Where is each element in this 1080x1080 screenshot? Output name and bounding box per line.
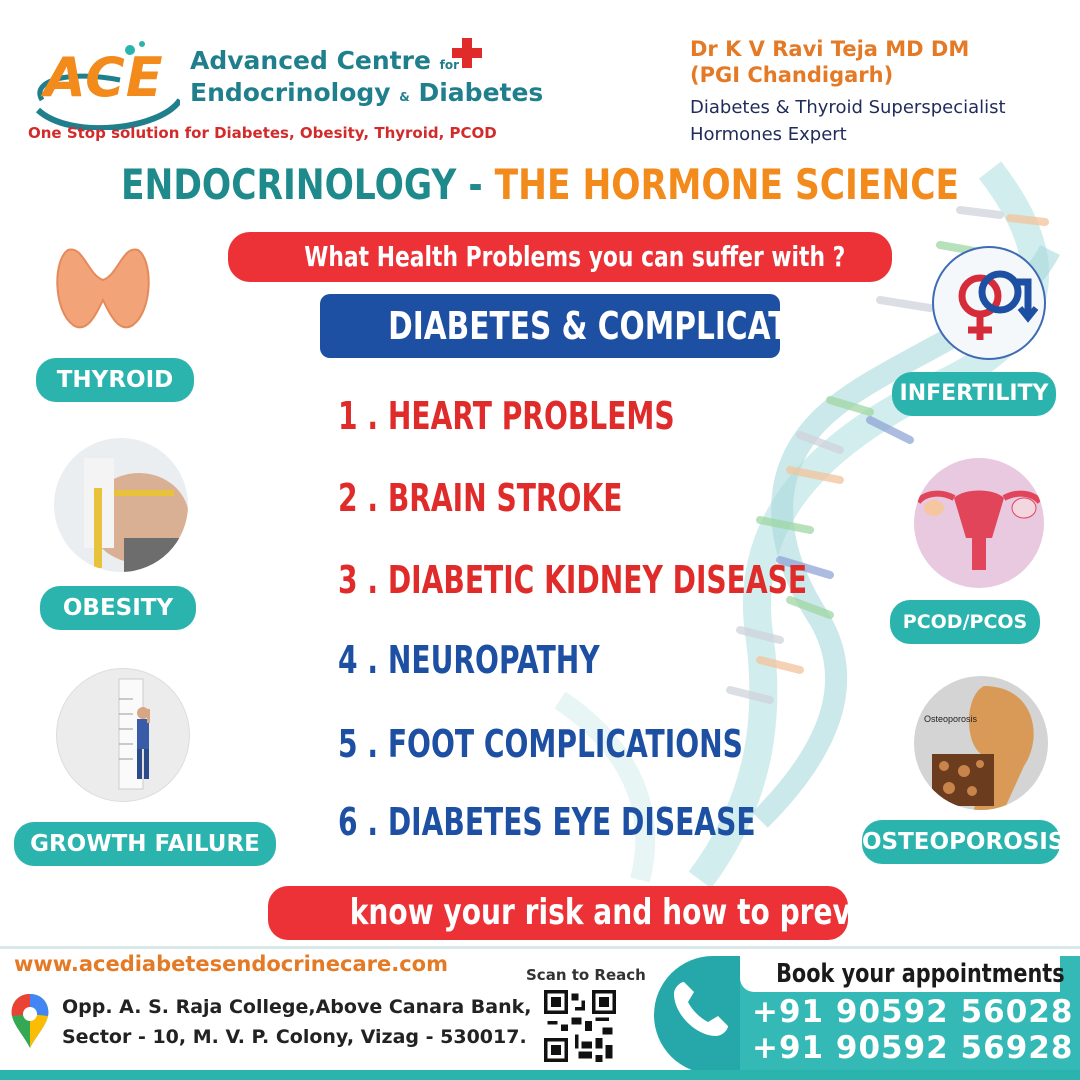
- website-link[interactable]: www.acediabetesendocrinecare.com: [14, 952, 448, 976]
- osteoporosis-caption: Osteoporosis: [924, 714, 978, 724]
- book-appointment-heading: Book your appointments: [740, 956, 1060, 992]
- question-banner: What Health Problems you can suffer with ?: [228, 232, 892, 282]
- list-item: 2 . BRAIN STROKE: [338, 476, 623, 520]
- phone-number-1[interactable]: +91 90592 56028: [752, 994, 1074, 1030]
- phone-icon: [662, 968, 742, 1048]
- list-item: 6 . DIABETES EYE DISEASE: [338, 800, 756, 844]
- obesity-image: [54, 438, 188, 572]
- condition-label-pcod: PCOD/PCOS: [890, 600, 1040, 644]
- osteoporosis-image: [914, 676, 1048, 810]
- qr-code[interactable]: [544, 990, 616, 1062]
- condition-label-growth-failure: GROWTH FAILURE: [14, 822, 276, 866]
- list-item: 3 . DIABETIC KIDNEY DISEASE: [338, 558, 808, 602]
- bottom-bar: [0, 1070, 1080, 1080]
- condition-label-osteoporosis: OSTEOPOROSIS: [862, 820, 1060, 864]
- brand-name-line2: Endocrinology & Diabetes: [190, 78, 544, 107]
- logo-text: ACE: [44, 46, 164, 109]
- cta-banner: know your risk and how to prevent ?: [268, 886, 848, 940]
- thyroid-icon: [48, 240, 158, 340]
- condition-label-obesity: OBESITY: [40, 586, 196, 630]
- tagline: One Stop solution for Diabetes, Obesity, Thyroid, PCOD: [28, 124, 497, 142]
- brand-name-line1: Advanced Centre for: [190, 46, 460, 75]
- footer-divider: [0, 946, 1080, 949]
- doctor-qualifications: Diabetes & Thyroid Superspecialist Hormones Expert: [690, 97, 1006, 145]
- section-heading: DIABETES & COMPLICATIONS: [320, 294, 780, 358]
- clinic-address: Opp. A. S. Raja College,Above Canara Bank, Sector - 10, M. V. P. Colony, Vizag - 530017.: [62, 996, 532, 1048]
- list-item: 4 . NEUROPATHY: [338, 638, 600, 682]
- growth-failure-image: [56, 668, 190, 802]
- condition-label-infertility: INFERTILITY: [892, 372, 1056, 416]
- infertility-icon: [932, 246, 1046, 360]
- scan-label: Scan to Reach: [526, 966, 646, 984]
- condition-label-thyroid: THYROID: [36, 358, 194, 402]
- pcod-uterus-image: [914, 458, 1044, 588]
- map-pin-icon: [8, 992, 52, 1050]
- page-title: ENDOCRINOLOGY - THE HORMONE SCIENCE: [120, 160, 960, 209]
- phone-number-2[interactable]: +91 90592 56928: [752, 1030, 1074, 1066]
- ace-logo: [30, 40, 180, 120]
- medical-cross-icon: [450, 36, 484, 70]
- doctor-name: Dr K V Ravi Teja MD DM (PGI Chandigarh): [690, 37, 970, 87]
- list-item: 5 . FOOT COMPLICATIONS: [338, 722, 743, 766]
- list-item: 1 . HEART PROBLEMS: [338, 394, 675, 438]
